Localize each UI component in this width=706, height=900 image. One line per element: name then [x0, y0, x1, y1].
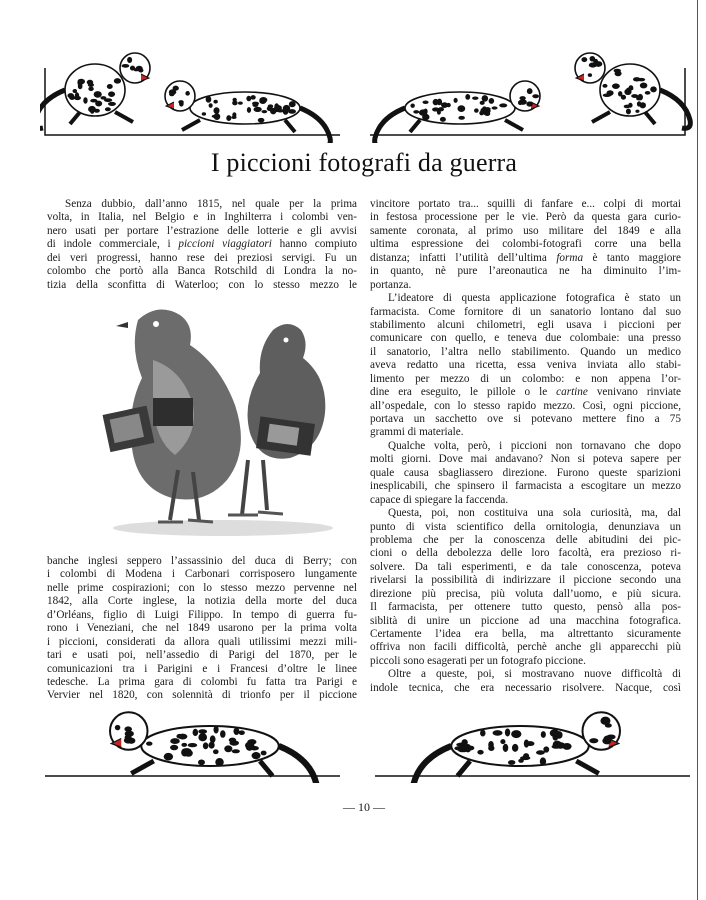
leopard-spot	[422, 101, 428, 105]
leopard-spot	[108, 102, 116, 106]
text-line: capace di spiegare la faccenda.	[370, 493, 509, 506]
leopard-spot	[555, 742, 565, 749]
leopard-spot	[198, 729, 207, 734]
leopard-spot	[500, 739, 505, 744]
text-line: comunicare con quello, e teneva due colombaie: una presso	[370, 332, 681, 345]
leopard-tail	[279, 746, 317, 783]
leopard-spot	[73, 89, 78, 93]
leopard-spot	[511, 730, 521, 738]
leopard-spot	[483, 112, 490, 115]
text-line: tizia della sconfitta di Waterloo; con lo stesso mezzo le	[47, 278, 357, 291]
text-line: i colombi di Modena i Carbonari corrisposero lungamente	[47, 568, 357, 581]
leopard-spot	[519, 96, 525, 100]
text-line: d’Orléans, figlio di Luigi Filippo. In tempo di guerra fu-	[47, 608, 357, 621]
leopard-spot	[206, 96, 212, 103]
leopard-spot	[209, 742, 215, 749]
leopard-spot	[258, 118, 265, 123]
text-line: colombo che portò alla Banca Rotschild di Londra la no-	[47, 265, 357, 278]
text-line: cioni o della debolezza delle loro facoltà, era prezioso ri-	[370, 547, 681, 560]
leopard-spot	[419, 111, 426, 115]
leopard-spot	[77, 79, 81, 86]
leopard-spot	[532, 94, 539, 98]
leopard-spot	[261, 751, 267, 756]
page-number: — 10 —	[343, 800, 385, 814]
pigeon-camera-photo	[98, 300, 348, 540]
italic-term: cartine	[556, 386, 588, 399]
text-line: siblità di unire un piccione ad una macchina fotografica.	[370, 614, 681, 627]
text-line: farmacista. Come fornitore di un sanatorio lontano dal suo	[370, 305, 681, 318]
leopard-spot	[252, 102, 259, 106]
leopard-spot	[125, 735, 132, 740]
leopard-spot	[254, 107, 262, 112]
leopard-spot	[603, 736, 611, 742]
text-line: indole tecnica, che era necessario risolvere. Nacque, così	[370, 681, 681, 694]
leopard-spot	[526, 101, 533, 106]
leopard-spot	[185, 91, 190, 96]
leopard-spot	[477, 750, 483, 755]
leopard-spot	[239, 730, 245, 735]
text-line: molti giorni. Dove mai andavano? Non si poteva sapere per	[370, 453, 681, 466]
text-line: quale causa sbagliassero direzione. Furono queste sparizioni	[370, 466, 681, 479]
text-line: comunicazioni tra i Parigini e i Francesi d’oltre le linee	[47, 662, 357, 675]
text-line: volta, in Italia, nel Belgio e in Inghilterra i colombi ven-	[47, 211, 357, 224]
leopard-spot	[590, 56, 596, 62]
leopard-spot	[198, 733, 207, 741]
leopard-spot	[618, 91, 622, 96]
leopard-spot	[480, 730, 485, 737]
leopard-spot	[202, 112, 206, 115]
leopard-spot	[640, 83, 648, 89]
text-line: problema che per la conoscenza delle abitudini dei pic-	[370, 533, 681, 546]
leopard-spot	[594, 61, 602, 67]
leopard-spot	[169, 92, 174, 96]
leopard-footer-illustration-left	[40, 698, 345, 783]
leopard-spot	[276, 109, 284, 113]
leopard-spot	[441, 102, 448, 108]
leopard-figure	[110, 712, 317, 783]
leopard-spot	[229, 738, 236, 743]
text-line: stabilimento alcuni chilometri, egli usava i piccioni per	[370, 318, 681, 331]
leopard-tail	[300, 108, 330, 143]
leopard-spot	[628, 103, 632, 108]
text-line: portanza.	[370, 278, 412, 291]
leopard-spot	[603, 93, 611, 97]
leopard-spot	[540, 757, 546, 765]
text-line: Vervier nel 1820, con solennità di trionfo per il piccione	[47, 689, 357, 702]
text-line: punto di vista scientifico della ornitologia, denunziava un	[370, 520, 681, 533]
leopard-spot	[505, 728, 510, 736]
leopard-spot	[238, 102, 243, 105]
text-line: aveva redatto una ricetta, essa veniva inviata allo stabi-	[370, 359, 681, 372]
leopard-spot	[527, 88, 533, 94]
leopard-spot	[474, 108, 479, 112]
leopard-tail	[413, 746, 451, 783]
leopard-spot	[67, 93, 74, 98]
italic-term: forma	[556, 251, 584, 264]
text-line: banche inglesi seppero l’assassinio del duca di Berry; con	[47, 555, 357, 567]
leopard-spot	[457, 105, 465, 112]
left-column-top-text	[47, 198, 357, 292]
leopard-spot	[198, 759, 205, 765]
text-line	[47, 238, 357, 251]
leopard-spot	[252, 752, 261, 759]
leopard-spot	[193, 729, 199, 736]
leopard-spot	[541, 731, 546, 738]
leopard-spot	[518, 759, 524, 763]
text-line: Questa, poi, non costituiva una sola curiosità, ma, dal	[388, 507, 681, 520]
leopard-spot	[492, 106, 498, 109]
leopard-spot	[458, 748, 467, 752]
leopard-spot	[645, 91, 651, 95]
text-line: i piccioni, considerati da allora quali utilissimi mezzi mili-	[47, 635, 357, 648]
article-title: I piccioni fotografi da guerra	[210, 148, 518, 177]
leopard-header-illustration-right	[365, 38, 695, 143]
text-line: Oltre a queste, poi, si mostravano nuove difficoltà di	[388, 668, 681, 681]
leopard-spot	[107, 84, 113, 89]
text-line: Il farmacista, per ottenere tutto questo, pensò alla pos-	[370, 601, 681, 614]
text-line: tedesche. La prima gara di colombi fu fatta tra Parigi e	[47, 675, 357, 688]
leopard-spot	[220, 730, 226, 738]
leopard-spot	[488, 745, 494, 751]
leopard-spot	[602, 84, 607, 88]
leopard-spot	[179, 101, 184, 107]
text-segment: venivano rinviate	[587, 386, 681, 399]
leopard-spot	[170, 745, 178, 751]
leopard-spot	[589, 738, 598, 743]
leopard-spot	[95, 101, 102, 107]
leopard-spot	[615, 71, 622, 76]
leopard-spot	[209, 103, 213, 108]
leopard-spot	[635, 110, 639, 113]
leopard-figure	[375, 81, 540, 143]
leopard-spot	[581, 57, 587, 62]
leopard-spot	[233, 728, 239, 735]
leopard-tail	[40, 90, 65, 128]
leopard-spot	[440, 117, 446, 122]
leopard-footer-illustration-right	[370, 698, 695, 783]
text-line: L’ideatore di questa applicazione fotografica è stato un	[388, 292, 681, 305]
leopard-spot	[289, 101, 296, 107]
leopard-spot	[74, 96, 81, 100]
text-line: 1842, alla Corte inglese, la notizia della morte del duca	[47, 595, 357, 608]
leopard-spot	[105, 107, 111, 111]
leopard-figure	[575, 53, 690, 128]
leopard-spot	[465, 94, 470, 100]
text-line: grammi di materiale.	[370, 426, 464, 439]
leopard-spot	[413, 110, 419, 114]
leopard-spot	[268, 104, 274, 108]
leopard-spot	[543, 746, 549, 752]
text-line: Qualche volta, però, i piccioni non tornavano che dopo	[388, 439, 681, 452]
leopard-spot	[512, 744, 518, 752]
leopard-spot	[482, 95, 489, 101]
leopard-spot	[626, 88, 631, 92]
text-line: tari e usati poi, nell’assedio di Parigi del 1870, per le	[47, 649, 357, 662]
text-line: rivelarsi la possibilità di indirizzare il piccione secondo una	[370, 574, 681, 587]
leopard-spot	[461, 739, 467, 746]
leopard-spot	[232, 749, 240, 753]
text-line	[370, 386, 681, 399]
leopard-spot	[489, 98, 495, 104]
leopard-spot	[83, 97, 87, 104]
text-line: dei veri progressi, hanno rese dei preziosi servigi. Fu un	[47, 251, 357, 264]
text-line: nelle prime cospirazioni; con lo stesso mezzo pervenne nel	[47, 581, 357, 594]
leopard-spot	[226, 115, 231, 121]
leopard-spot	[518, 100, 522, 105]
leopard-spot	[87, 80, 93, 85]
leopard-figure	[40, 53, 150, 128]
leopard-spot	[433, 99, 439, 105]
leopard-spot	[232, 98, 236, 102]
leopard-spot	[536, 750, 545, 755]
text-line: solvere. Da tali esperimenti, e da tale conoscenza, poteva	[370, 560, 681, 573]
leopard-spot	[612, 83, 620, 89]
leopard-tail	[660, 90, 690, 128]
text-line: samente coronata, al primo uso militare del 1849 e alla	[370, 224, 681, 237]
leopard-spot	[246, 96, 251, 101]
text-line: limento per mezzo di un colombo: e non appena l’or-	[370, 372, 681, 385]
leopard-tail	[375, 108, 405, 143]
leopard-spot	[637, 101, 641, 106]
leopard-spot	[122, 64, 130, 68]
text-line: direzione più precisa, più voluta dall’uomo, e più sicura.	[370, 587, 681, 600]
leopard-spot	[588, 73, 592, 77]
leopard-spot	[100, 96, 106, 100]
leopard-spot	[605, 723, 612, 727]
leopard-spot	[210, 735, 216, 743]
text-line: ultima espressione dei colombi-fotografi corre una bella	[370, 238, 681, 251]
leopard-header-illustration-left	[40, 38, 345, 143]
leopard-spot	[550, 729, 559, 736]
text-line: vincitore portato tra... squilli di fanfare e... colpi di mortai	[370, 198, 681, 210]
leopard-spot	[213, 749, 219, 754]
leopard-spot	[114, 78, 121, 84]
leopard-spot	[259, 98, 266, 104]
leopard-spot	[181, 743, 187, 747]
leopard-spot	[170, 738, 180, 744]
leopard-spot	[246, 743, 254, 751]
text-line: rono i Veneziani, che nel 1849 usarono per la prima volta	[47, 622, 357, 635]
leopard-spot	[90, 109, 94, 113]
italic-term: piccioni viaggiatori	[178, 238, 272, 251]
text-segment: dine era eseguito, le pillole o le	[370, 386, 557, 399]
text-line: nero usati per portare l’estrazione delle lotterie e gli avvisi	[47, 224, 357, 237]
leopard-spot	[524, 739, 529, 747]
leopard-spot	[127, 57, 132, 63]
page-binding-line	[697, 0, 698, 900]
text-segment: distanza; infatti l’utilità dell’ultima	[370, 251, 557, 264]
text-segment: hanno compiuto	[271, 238, 357, 251]
text-line: portava un sacchetto ove si potevano mettere fino a 75	[370, 413, 681, 425]
leopard-spot	[178, 734, 187, 740]
leopard-spot	[213, 100, 217, 104]
text-segment: è tanto maggiore	[583, 251, 681, 264]
text-line: inesplicabili, che spinsero il farmacista a escogitare un mezzo	[370, 480, 681, 493]
leopard-spot	[247, 107, 251, 113]
leopard-spot	[410, 103, 414, 107]
text-line: il sanatorio, l’altra nello stabilimento. Quando un medico	[370, 345, 681, 358]
leopard-spot	[94, 91, 102, 98]
leopard-spot	[261, 110, 267, 113]
text-line: in quanto, nè pure l’areonautica ne ha diminuito l’im-	[370, 265, 681, 278]
leopard-spot	[164, 753, 173, 761]
leopard-spot	[214, 113, 221, 120]
right-column-text	[370, 198, 681, 695]
leopard-spot	[108, 91, 115, 97]
leopard-spot	[224, 745, 232, 752]
leopard-spot	[130, 66, 135, 71]
leopard-spot	[138, 68, 143, 72]
leopard-spot	[146, 741, 152, 745]
leopard-spot	[115, 725, 121, 730]
text-line: piccoli sono esagerati per un fotografo piccione.	[370, 654, 586, 667]
leopard-spot	[493, 730, 503, 736]
text-segment: di indole commerciale, i	[47, 238, 179, 251]
leopard-spot	[650, 86, 657, 92]
leopard-spot	[454, 98, 458, 103]
leopard-spot	[626, 109, 631, 115]
leopard-spot	[251, 95, 256, 99]
leopard-figure	[413, 712, 620, 783]
leopard-spot	[213, 726, 218, 734]
leopard-spot	[508, 760, 515, 765]
leopard-spot	[184, 750, 193, 757]
text-line: in festosa processione per le vie. Però da questa gara curio-	[370, 211, 681, 224]
text-line	[370, 252, 681, 265]
leopard-spot	[203, 742, 209, 749]
leopard-spot	[633, 77, 641, 81]
leopard-spot	[173, 86, 179, 91]
leopard-spot	[631, 94, 638, 98]
leopard-spot	[215, 758, 224, 766]
leopard-spot	[188, 743, 198, 747]
leopard-figure	[165, 81, 330, 143]
text-line: all’ospedale, con lo stesso rapido mezzo. Così, ogni piccione,	[370, 399, 681, 412]
left-column-bottom-text	[47, 555, 357, 703]
leopard-spot	[437, 110, 441, 115]
leopard-spot	[503, 744, 509, 752]
leopard-spot	[88, 87, 93, 91]
text-line: offriva non facili difficoltà, perchè anche gli apparecchi più	[370, 641, 681, 654]
leopard-spot	[231, 116, 236, 119]
leopard-spot	[458, 116, 465, 120]
text-line: Senza dubbio, dall’anno 1815, nel quale per la prima	[65, 198, 357, 210]
leopard-spot	[213, 107, 219, 114]
text-line: Certamente l’idea era bella, ma altrettanto sicuramente	[370, 628, 681, 640]
leopard-spot	[499, 103, 507, 107]
leopard-spot	[472, 97, 478, 100]
